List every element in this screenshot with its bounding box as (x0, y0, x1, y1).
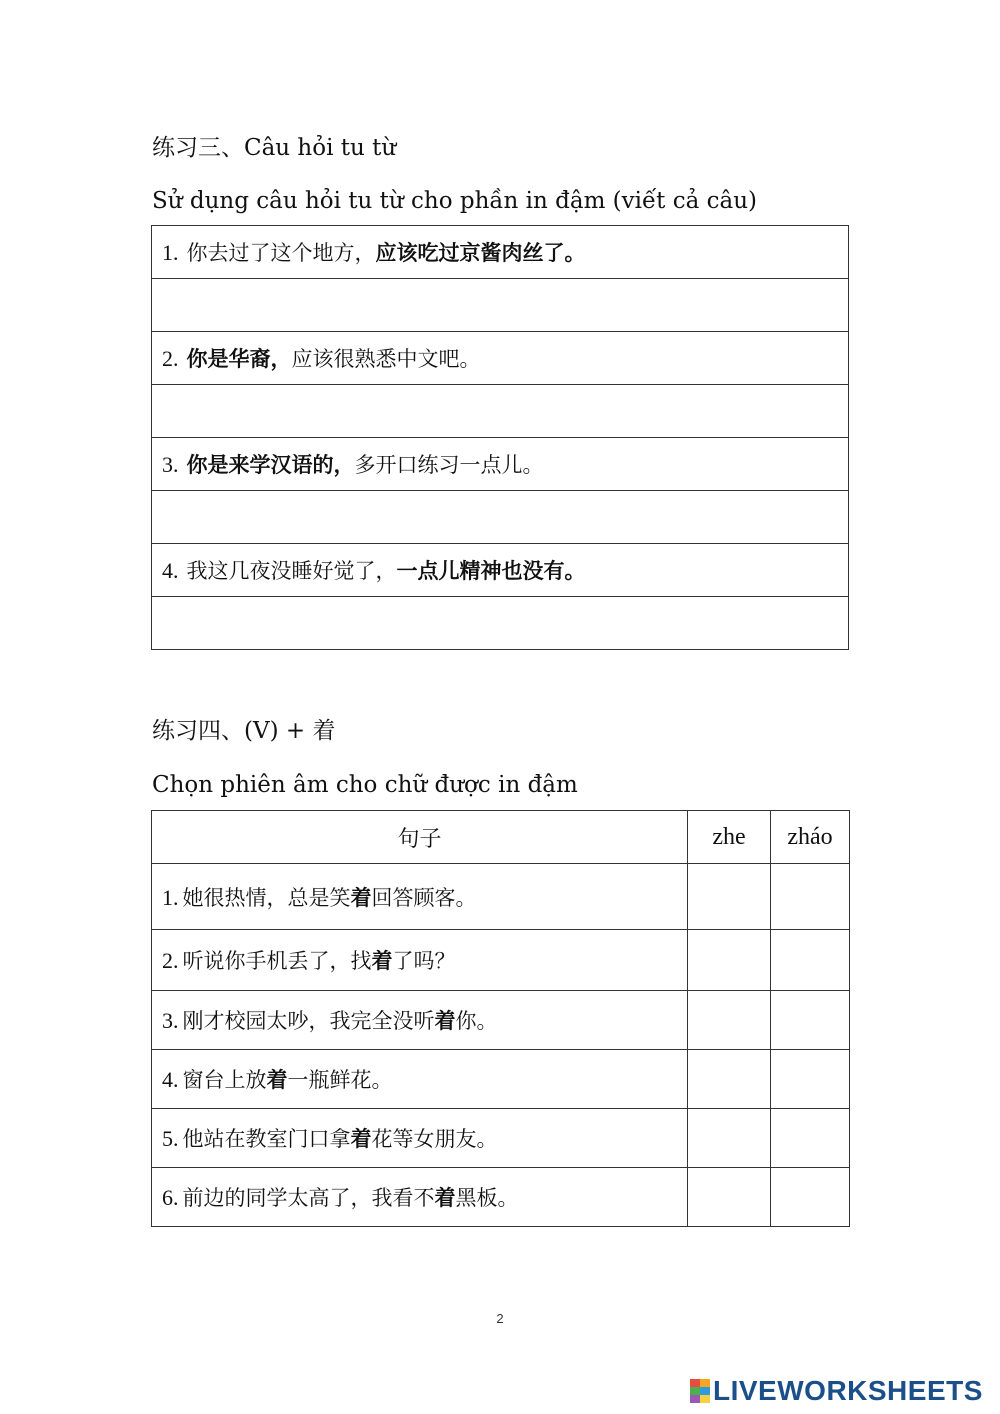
bold-phrase: 应该吃过京酱肉丝了。 (375, 241, 586, 265)
question-row (152, 544, 849, 597)
sentence-row (152, 930, 850, 991)
zhe-choice-box[interactable] (688, 1109, 771, 1168)
zhe-choice-box[interactable] (688, 930, 771, 991)
page-number: 2 (496, 1311, 504, 1326)
question-cell: 4. 我这几夜没睡好觉了，一点儿精神也没有。 (152, 544, 849, 597)
header-zhe: zhe (688, 811, 771, 864)
sentence-cell: 5. 他站在教室门口拿着花等女朋友。 (152, 1109, 688, 1168)
zhao-choice-box[interactable] (771, 991, 850, 1050)
exercise3-instruction: Sử dụng câu hỏi tu từ cho phần in đậm (viết cả câu) (152, 188, 757, 214)
bold-char: 着 (350, 885, 372, 910)
answer-cell[interactable] (152, 279, 849, 332)
question-row (152, 332, 849, 385)
exercise3-title: 练习三、Câu hỏi tu từ (152, 135, 397, 161)
sentence-cell: 2. 听说你手机丢了，找着了吗？ (152, 930, 688, 991)
header-sentence: 句子 (152, 811, 688, 864)
answer-row[interactable] (152, 385, 849, 438)
sentence-row (152, 991, 850, 1050)
sentence-cell: 4. 窗台上放着一瓶鲜花。 (152, 1050, 688, 1109)
zhao-choice-box[interactable] (771, 1050, 850, 1109)
zhe-choice-box[interactable] (688, 864, 771, 930)
zhao-choice-box[interactable] (771, 864, 850, 930)
question-cell: 3. 你是来学汉语的，多开口练习一点儿。 (152, 438, 849, 491)
question-row (152, 438, 849, 491)
logo-text: LIVEWORKSHEETS (713, 1375, 983, 1406)
sentence-row (152, 1168, 850, 1227)
answer-cell[interactable] (152, 385, 849, 438)
bold-phrase: 你是华裔， (186, 347, 292, 371)
bold-char: 着 (266, 1068, 288, 1092)
sentence-cell: 6. 前边的同学太高了，我看不着黑板。 (152, 1168, 688, 1227)
sentence-row (152, 1050, 850, 1109)
zhao-choice-box[interactable] (771, 1109, 850, 1168)
bold-phrase: 你是来学汉语的， (186, 453, 355, 477)
sentence-cell: 3. 刚才校园太吵，我完全没听着你。 (152, 991, 688, 1050)
question-cell: 1. 你去过了这个地方，应该吃过京酱肉丝了。 (152, 226, 849, 279)
sentence-row (152, 864, 850, 930)
zhao-choice-box[interactable] (771, 1168, 850, 1227)
answer-cell[interactable] (152, 597, 849, 650)
header-row (152, 811, 850, 864)
question-cell: 2. 你是华裔，应该很熟悉中文吧。 (152, 332, 849, 385)
answer-cell[interactable] (152, 491, 849, 544)
bold-char: 着 (350, 1127, 372, 1151)
question-row (152, 226, 849, 279)
liveworksheets-logo[interactable] (690, 1375, 983, 1407)
sentence-row (152, 1109, 850, 1168)
exercise4-table (151, 810, 850, 1227)
bold-phrase: 一点儿精神也没有。 (396, 559, 586, 583)
sentence-cell: 1. 她很热情，总是笑着回答顾客。 (152, 864, 688, 930)
header-zhao: zháo (771, 811, 850, 864)
zhe-choice-box[interactable] (688, 1050, 771, 1109)
answer-row[interactable] (152, 597, 849, 650)
bold-char: 着 (434, 1009, 456, 1033)
liveworksheets-logo-icon (690, 1379, 710, 1403)
zhe-choice-box[interactable] (688, 991, 771, 1050)
zhe-choice-box[interactable] (688, 1168, 771, 1227)
bold-char: 着 (371, 949, 393, 973)
bold-char: 着 (434, 1186, 456, 1210)
exercise3-table (151, 225, 849, 650)
answer-row[interactable] (152, 491, 849, 544)
answer-row[interactable] (152, 279, 849, 332)
exercise4-instruction: Chọn phiên âm cho chữ được in đậm (152, 772, 578, 798)
exercise4-title: 练习四、(V) + 着 (152, 718, 336, 744)
zhao-choice-box[interactable] (771, 930, 850, 991)
